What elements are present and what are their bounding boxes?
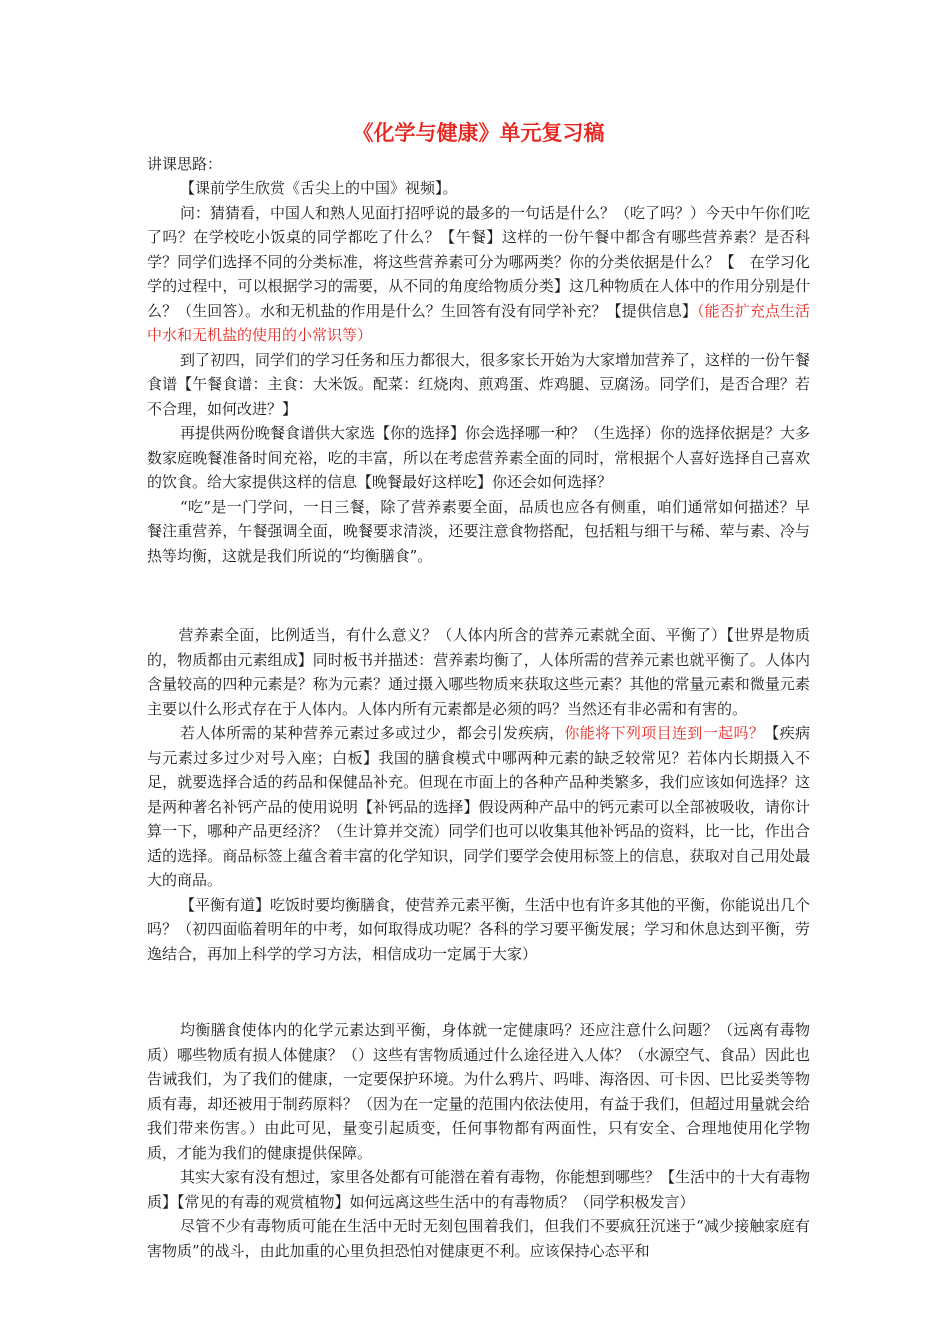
paragraph-dinner-menu: 再提供两份晚餐食谱供大家选【你的选择】你会选择哪一种？（生选择）你的选择依据是？大多数家庭晚餐准备时间充裕，吃的丰富，所以在考虑营养素全面的同时，常根据个人喜好选择自己喜欢的饮食。给大家提供这样的信息【晚餐最好这样吃】你还会如何选择？	[147, 424, 811, 491]
paragraph-nutrient-elements: 营养素全面，比例适当，有什么意义？（人体内所含的营养元素就全面、平衡了）【世界是物质的，物质都由元素组成】同时板书并描述：营养素均衡了，人体所需的营养元素也就平衡了。人体内含量较高的四种元素是？称为元素？通过摄入哪些物质来获取这些元素？其他的常量元素和微量元素主要以什么形式存在于人体内。人体内所有元素都是必须的吗？当然还有非必需和有害的。	[147, 626, 810, 718]
paragraph-video: 【课前学生欣赏《舌尖上的中国》视频】。	[180, 179, 458, 197]
document-title: 《化学与健康》单元复习稿	[352, 120, 605, 145]
paragraph-lunch-question: 问：猜猜看，中国人和熟人见面打招呼说的最多的一句话是什么？（吃了吗？）今天中午你们吃了吗？在学校吃小饭桌的同学都吃了什么？【午餐】这样的一份午餐中都含有哪些营养素？是否科学？同学们选择不同的分类标准，将这些营养素可分为哪两类？你的分类依据是什么？【 在学习化学的过程中，可以根据学习的需要，从不同的角度给物质分类】这几种物质在人体中的作用分别是什么？（生回答）。水和无机盐的作用是什么？生回答有没有同学补充？【提供信息】（能否扩充点生活中水和无机盐的使用的小常识等）	[147, 203, 811, 344]
spacer	[147, 966, 810, 1018]
paragraph-balance: 【平衡有道】吃饭时要均衡膳食，使营养元素平衡，生活中也有许多其他的平衡，你能说出几个吗？（初四面临着明年的中考，如何取得成功呢？各科的学习要平衡发展；学习和休息达到平衡，劳逸结合，再加上科学的学习方法，相信成功一定属于大家）	[147, 895, 811, 963]
spacer	[147, 568, 810, 623]
paragraph-lunch-menu: 到了初四，同学们的学习任务和压力都很大，很多家长开始为大家增加营养了，这样的一份午餐食谱【午餐食谱：主食：大米饭。配菜：红烧肉、煎鸡蛋、炸鸡腿、豆腐汤。同学们，是否合理？若不合理，如何改进？】	[147, 350, 811, 418]
paragraph-element-disease: 若人体所需的某种营养元素过多或过少，都会引发疾病，你能将下列项目连到一起吗？【疾病与元素过多过少对号入座；白板】我国的膳食模式中哪两种元素的缺乏较常见？若体内长期摄入不足，就要选择合适的药品和保健品补充。但现在市面上的各种产品种类繁多，我们应该如何选择？这是两种著名补钙产品的使用说明【补钙品的选择】假设两种产品中的钙元素可以全部被吸收，请你计算一下，哪种产品更经济？（生计算并交流）同学们也可以收集其他补钙品的资料，比一比，作出合适的选择。商品标签上蕴含着丰富的化学知识，同学们要学会使用标签上的信息，获取对自己用处最大的商品。	[147, 724, 810, 889]
paragraph-household-toxins: 其实大家有没有想过，家里各处都有可能潜在着有毒物，你能想到哪些？【生活中的十大有毒物质】【常见的有毒的观赏植物】如何远离这些生活中的有毒物质？（同学积极发言）	[147, 1168, 811, 1211]
paragraph-mindset: 尽管不少有毒物质可能在生活中无时无刻包围着我们，但我们不要疯狂沉迷于“减少接触家庭有害物质”的战斗，由此加重的心里负担恐怕对健康更不利。应该保持心态平和	[147, 1217, 810, 1260]
highlight-question: 你能将下列项目连到一起吗？	[564, 724, 765, 742]
lecture-outline-label: 讲课思路：	[147, 155, 223, 173]
highlight-note: （能否扩充点生活中水和无机盐的使用的小常识等）	[147, 301, 810, 344]
paragraph-toxic-substances: 均衡膳食使体内的化学元素达到平衡，身体就一定健康吗？还应注意什么问题？（远离有毒物质）哪些物质有损人体健康？（）这些有害物质通过什么途径进入人体？（水源空气、食品）因此也告诫我们，为了我们的健康，一定要保护环境。为什么鸦片、吗啡、海洛因、可卡因、巴比妥类等物质有毒，却还被用于制药原料？（因为在一定量的范围内依法使用，有益于我们，但超过用量就会给我们带来伤害。）由此可见，量变引起质变，任何事物都有两面性，只有安全、合理地使用化学物质，才能为我们的健康提供保障。	[147, 1021, 810, 1162]
paragraph-balanced-diet: “吃”是一门学问，一日三餐，除了营养素要全面，品质也应各有侧重，咱们通常如何描述？早餐注重营养，午餐强调全面，晚餐要求清淡，还要注意食物搭配，包括粗与细干与稀、荤与素、冷与热等均衡，这就是我们所说的“均衡膳食”。	[147, 497, 810, 565]
